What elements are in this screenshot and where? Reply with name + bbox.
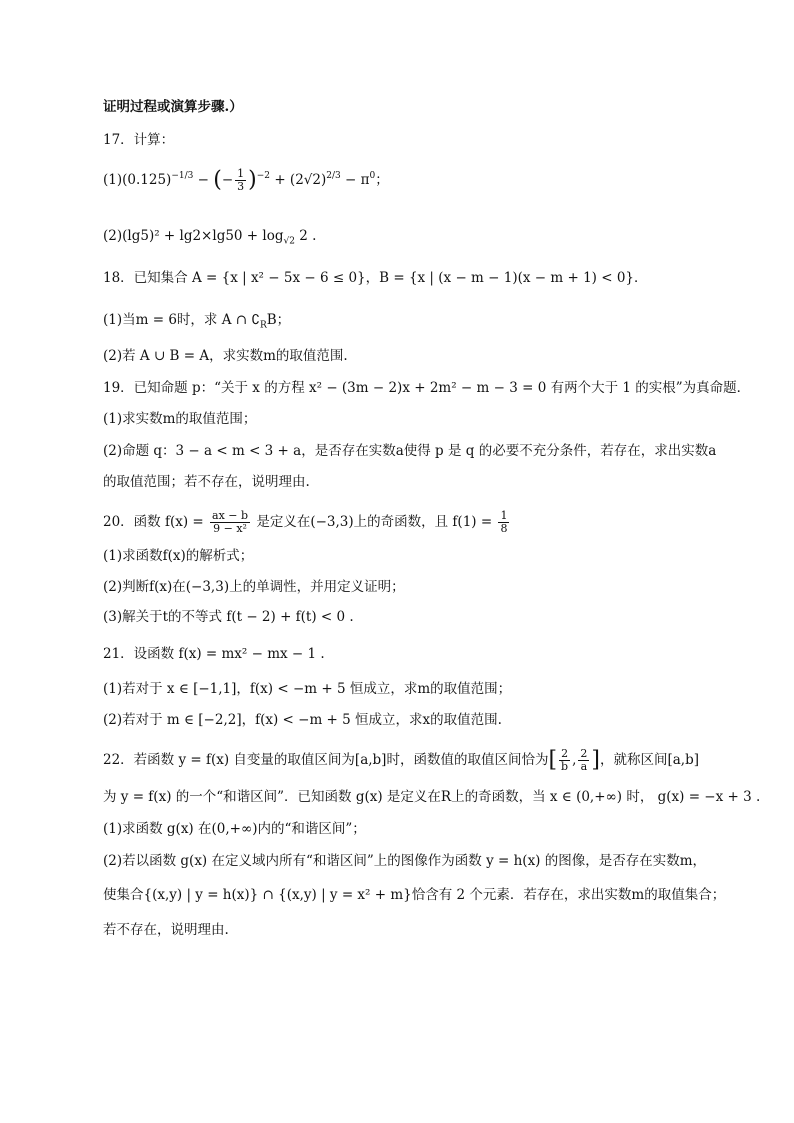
q19-title: 19．已知命题 p：“关于 x 的方程 x² − (3m − 2)x + 2m² − m − 3 = 0 有两个大于 1 的实根”为真命题． <box>103 380 751 396</box>
q17-title: 17．计算： <box>103 132 175 148</box>
q18-p1-text: (1)当m = 6时，求 A ∩ ∁ <box>103 312 260 328</box>
q22-part1: (1)求函数 g(x) 在(0,+∞)内的“和谐区间”； <box>103 821 366 837</box>
q17-p2-sub: √2 <box>283 236 295 247</box>
intro-text: 证明过程或演算步骤.） <box>103 99 243 115</box>
q17-p1-exp2: −2 <box>256 171 271 181</box>
q22-line2: 为 y = f(x) 的一个“和谐区间”．已知函数 g(x) 是定义在R上的奇函数，当 x ∈ (0,+∞) 时， g(x) = −x + 3 . <box>103 789 761 805</box>
q22-title: 22．若函数 y = f(x) 自变量的取值区间为[a,b]时，函数值的取值区间恰为[ $\frac{2}{b}$ , $\frac{2}{a}$ ]，就称区间[a,b] <box>103 747 699 773</box>
q22-title-a: 22．若函数 y = f(x) 自变量的取值区间为[a,b]时，函数值的取值区间恰为 <box>103 752 549 768</box>
right-paren: ) <box>248 167 257 193</box>
q17-p1-exp: −1/3 <box>171 171 194 181</box>
q17-p1-end: − π <box>340 172 370 188</box>
q17-p1-exp4: 0 <box>369 171 376 181</box>
q17-fraction: $\frac{1}{3}$ <box>237 167 245 193</box>
q18-part2: (2)若 A ∪ B = A，求实数m的取值范围. <box>103 348 348 364</box>
q18-p1-sub: R <box>259 320 267 331</box>
q17-p1-semi: ； <box>375 172 389 188</box>
q20-fraction-2: $\frac{1}{8}$ <box>500 509 508 535</box>
q20-title <box>103 510 511 535</box>
q18-part1 <box>103 310 290 336</box>
q20-title-b: 是定义在(−3,3)上的奇函数，且 f(1) = <box>252 514 497 530</box>
q18-title: 18．已知集合 A = {x | x² − 5x − 6 ≤ 0}，B = {x | (x − m − 1)(x − m + 1) < 0}． <box>103 270 648 286</box>
q18-p1-end: B； <box>266 312 291 328</box>
q22-fraction-1: $\frac{2}{b}$ <box>561 747 569 773</box>
q17-p2-end: 2 . <box>299 228 317 244</box>
q22-part2-end: 若不存在，说明理由. <box>103 922 229 938</box>
q17-part1: $(1)(0.125)^{-1/3}$ − (− $\frac{1}{3}$ )$^{-2} + (2√2)^{2/3} - \pi^0$； <box>103 167 389 193</box>
q21-part2: (2)若对于 m ∈ [−2,2]，f(x) < −m + 5 恒成立，求x的取值范围. <box>103 712 502 728</box>
q17-p1-mid: − <box>193 172 214 188</box>
q22-part2-cont: 使集合{(x,y) | y = h(x)} ∩ {(x,y) | y = x² + m}恰含有 2 个元素．若存在，求出实数m的取值集合； <box>103 887 726 903</box>
q19-part2-cont: 的取值范围；若不存在，说明理由. <box>103 474 310 490</box>
q17-p1-prefix: (1)(0.125) <box>103 172 172 188</box>
q21-part1: (1)若对于 x ∈ [−1,1]，f(x) < −m + 5 恒成立，求m的取值范围； <box>103 681 512 697</box>
q17-part2 <box>103 226 316 252</box>
q21-title: 21．设函数 f(x) = mx² − mx − 1 . <box>103 646 325 662</box>
q22-title-b: ，就称区间[a,b] <box>599 752 699 768</box>
q22-part2: (2)若以函数 g(x) 在定义域内所有“和谐区间”上的图像作为函数 y = h(x) 的图像，是否存在实数m， <box>103 853 707 869</box>
q17-p1-tail: + (2√2) <box>270 172 327 188</box>
q20-part3: (3)解关于t的不等式 f(t − 2) + f(t) < 0 . <box>103 609 354 625</box>
q20-title-a: 20．函数 f(x) = <box>103 514 209 530</box>
q17-p1-exp3: 2/3 <box>326 171 341 181</box>
q20-part2: (2)判断f(x)在(−3,3)上的单调性，并用定义证明； <box>103 579 405 595</box>
left-paren: ( <box>213 167 222 193</box>
q19-part1: (1)求实数m的取值范围； <box>103 411 257 427</box>
q19-part2: (2)命题 q：3 − a < m < 3 + a，是否存在实数a使得 p 是 q 的必要不充分条件，若存在，求出实数a <box>103 443 717 459</box>
q20-fraction: $\frac{ax - b}{\text{9 − x²}}$ <box>212 509 249 535</box>
q17-p2-text: (2)(lg5)² + lg2×lg50 + log <box>103 228 284 244</box>
q20-part1: (1)求函数f(x)的解析式； <box>103 548 254 564</box>
q22-fraction-2: $\frac{2}{a}$ <box>580 747 588 773</box>
